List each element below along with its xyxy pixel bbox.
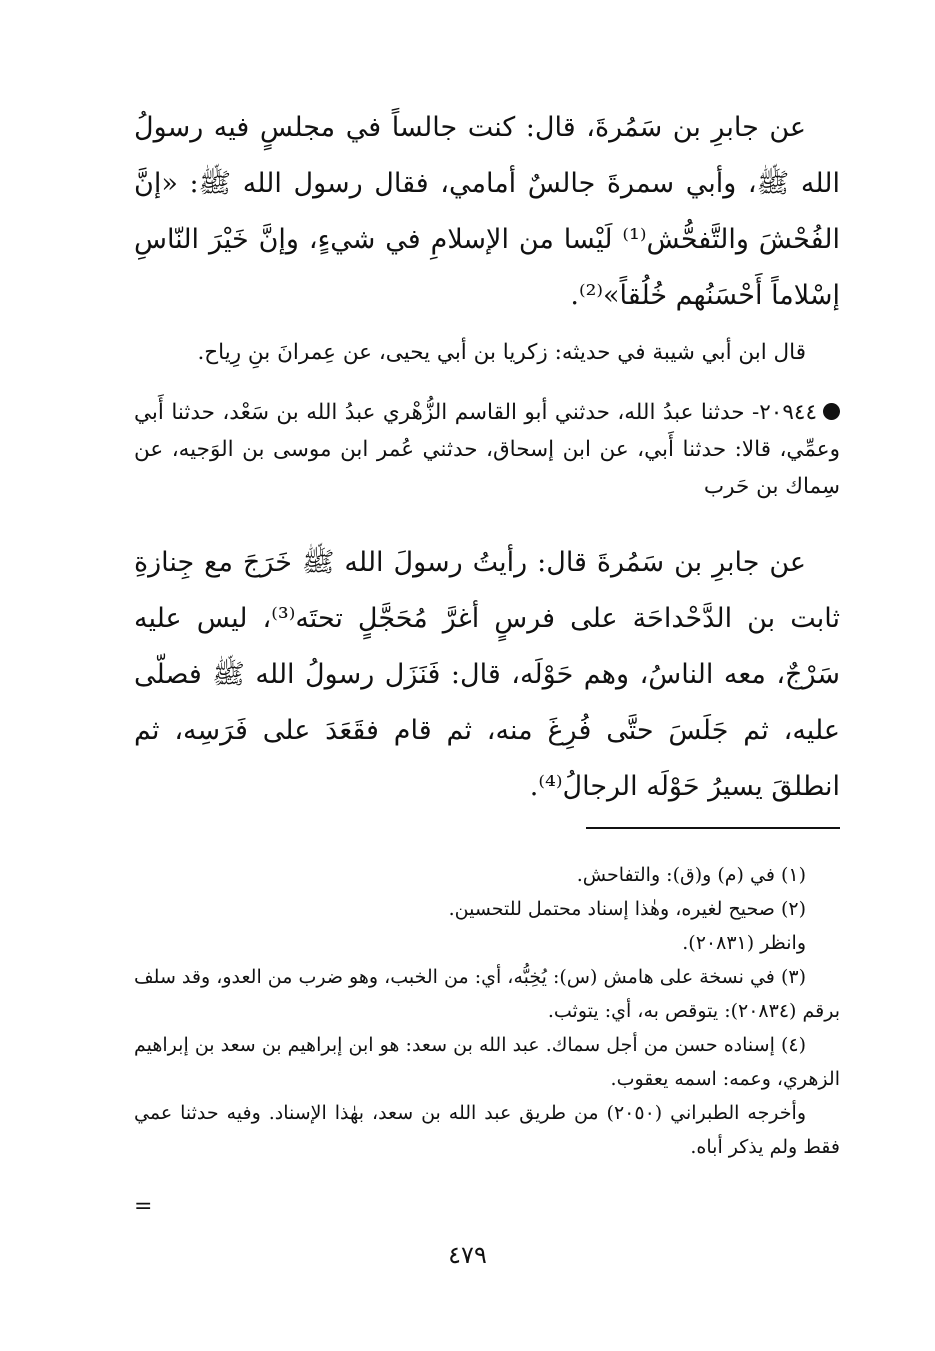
footnote-3: (٣) في نسخة على هامش (س): يُخِبُّه، أي: من الخبب، وهو ضرب من العدو، وقد سلف برقم (٢٠٨٣٤): يتوقص به، أي: يتوثب. [134, 966, 840, 1022]
chain-note-paragraph: قال ابن أبي شيبة في حديثه: زكريا بن أبي يحيى، عن عِمرانَ بنِ رِياح. [197, 340, 806, 365]
footnote-2: (٢) صحيح لغيره، وهٰذا إسناد محتمل للتحسين. [448, 898, 806, 920]
footnote-4: (٤) إسناده حسن من أجل سماك. عبد الله بن سعد: هو ابن إبراهيم بن سعد بن إبراهيم الزهري، وعمه: اسمه يعقوب. [134, 1034, 840, 1090]
footnote-divider [586, 827, 840, 829]
footnote-1: (١) في (م) و(ق): والتفاحش. [576, 864, 806, 886]
continuation-mark: = [134, 1194, 153, 1219]
hadith-bullet-icon [823, 403, 840, 420]
page-number: ٤٧٩ [448, 1241, 487, 1269]
hadith-1-paragraph: عن جابرِ بن سَمُرةَ، قال: كنت جالساً في مجلسٍ فيه رسولُ الله ﷺ، وأبي سمرةَ جالسٌ أمامي، فقال رسول الله ﷺ: «إنَّ الفُحْشَ والتَّفحُّش⁽¹⁾ لَيْسا من الإسلامِ في شيءٍ، وإنَّ خَيْرَ النّاسِ إسْلاماً أَحْسَنُهم خُلُقاً»⁽²⁾. [134, 112, 841, 311]
hadith-2-paragraph: عن جابرِ بن سَمُرةَ قال: رأيتُ رسولَ الله ﷺ خَرَجَ مع جِنازةِ ثابت بن الدَّحْداحَة على فرسٍ أغرَّ مُحَجَّلٍ تحتَه⁽³⁾، ليس عليه سَرْجٌ، معه الناسُ، وهم حَوْلَه، قال: فَنَزَل رسولُ الله ﷺ فصلّى عليه، ثم جَلَسَ حتَّى فُرِغَ منه، ثم قام فقَعَدَ على فَرَسِه، ثم انطلقَ يسيرُ حَوْلَه الرجالُ⁽⁴⁾. [134, 547, 840, 802]
hadith-2-chain-text: ٢٠٩٤٤- حدثنا عبدُ الله، حدثني أبو القاسم الزُّهْري عبدُ الله بن سَعْد، حدثنا أَبي وعمِّي، قالا: حدثنا أَبي، عن ابن إسحاق، حدثني عُمر ابن موسى بن الوَجيه، عن سِماك بن حَرب [134, 400, 840, 499]
footnotes-section [134, 858, 840, 1164]
footnote-4-continued: وأخرجه الطبراني (٢٠٥٠) من طريق عبد الله بن سعد، بهٰذا الإسناد. وفيه حدثنا عمي فقط ولم يذكر أباه. [134, 1102, 840, 1158]
hadith-2-chain-paragraph [134, 394, 840, 505]
footnote-2-see-also: وانظر (٢٠٨٣١). [682, 932, 806, 954]
